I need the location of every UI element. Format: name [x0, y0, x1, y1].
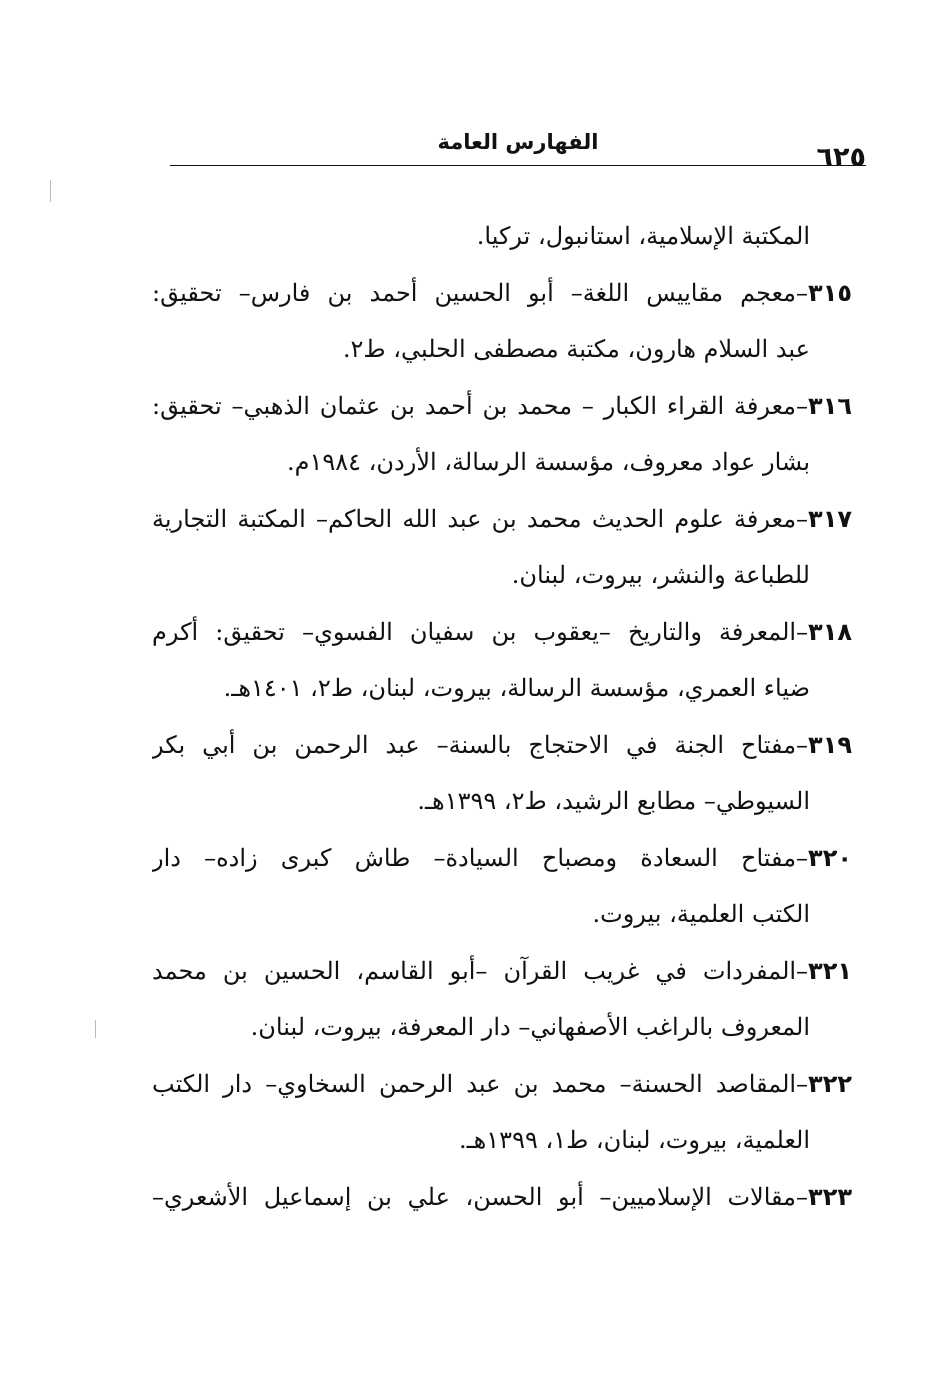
bibliography-list: [152, 208, 852, 1225]
entry-title: –مفتاح السعادة ومصباح السيادة– طاش كبرى زاده– دار: [152, 843, 809, 872]
entry-line: عبد السلام هارون، مكتبة مصطفى الحلبي، ط٢.: [342, 335, 810, 363]
entry-title: –معجم مقاييس اللغة– أبو الحسين أحمد بن فارس– تحقيق:: [152, 278, 809, 307]
entry-line: المعروف بالراغب الأصفهاني– دار المعرفة، بيروت، لبنان.: [250, 1013, 810, 1041]
entry-number: ٣٢٠: [808, 843, 852, 872]
entry-line: الكتب العلمية، بيروت.: [592, 900, 810, 928]
bibliography-entry: [152, 378, 852, 491]
bibliography-entry: [152, 830, 852, 943]
entry-first-line: [152, 1169, 852, 1226]
bibliography-entry: [152, 491, 852, 604]
bibliography-entry: [152, 1056, 852, 1169]
bibliography-entry: [152, 717, 852, 830]
entry-title: –معرفة القراء الكبار – محمد بن أحمد بن عثمان الذهبي– تحقيق:: [152, 391, 809, 420]
entry-line: ضياء العمري، مؤسسة الرسالة، بيروت، لبنان، ط٢، ١٤٠١هـ.: [223, 674, 810, 702]
margin-mark: [95, 1020, 96, 1038]
bibliography-entry: [152, 1169, 852, 1226]
entry-title: –المعرفة والتاريخ –يعقوب بن سفيان الفسوي– تحقيق: أكرم: [152, 617, 809, 646]
entry-first-line: [152, 717, 852, 774]
bibliography-entry: [152, 265, 852, 378]
entry-number: ٣٢١: [808, 956, 852, 985]
entry-line: المكتبة الإسلامية، استانبول، تركيا.: [476, 222, 810, 250]
entry-number: ٣٢٣: [808, 1182, 852, 1211]
entry-line: للطباعة والنشر، بيروت، لبنان.: [511, 561, 810, 589]
entry-first-line: [152, 378, 852, 435]
entry-number: ٣١٥: [808, 278, 852, 307]
bibliography-entry: [152, 604, 852, 717]
entry-number: ٣١٨: [808, 617, 852, 646]
page-number: ٦٢٥: [816, 142, 866, 173]
entry-number: ٣١٩: [808, 730, 852, 759]
entry-number: ٣١٧: [808, 504, 852, 533]
entry-title: –المقاصد الحسنة– محمد بن عبد الرحمن السخاوي– دار الكتب: [152, 1069, 809, 1098]
entry-title: –المفردات في غريب القرآن –أبو القاسم، الحسين بن محمد: [152, 956, 809, 985]
entry-first-line: [152, 604, 852, 661]
entry-title: –مفتاح الجنة في الاحتجاج بالسنة– عبد الرحمن بن أبي بكر: [152, 730, 809, 759]
entry-first-line: [152, 830, 852, 887]
entry-first-line: [152, 265, 852, 322]
entry-title: –معرفة علوم الحديث محمد بن عبد الله الحاكم– المكتبة التجارية: [152, 504, 809, 533]
entry-first-line: [152, 491, 852, 548]
entry-first-line: [152, 1056, 852, 1113]
entry-first-line: [152, 943, 852, 1000]
header-rule: [170, 165, 866, 166]
margin-mark: [50, 180, 51, 202]
entry-line: بشار عواد معروف، مؤسسة الرسالة، الأردن، ١٩٨٤م.: [286, 448, 810, 476]
bibliography-entry-continuation: [152, 208, 852, 265]
running-title: الفهارس العامة: [437, 130, 599, 154]
entry-number: ٣٢٢: [808, 1069, 852, 1098]
entry-title: –مقالات الإسلاميين– أبو الحسن، علي بن إسماعيل الأشعري–: [152, 1182, 809, 1211]
page-header: [170, 128, 866, 178]
entry-line: العلمية، بيروت، لبنان، ط١، ١٣٩٩هـ.: [458, 1126, 810, 1154]
bibliography-entry: [152, 943, 852, 1056]
entry-line: السيوطي– مطابع الرشيد، ط٢، ١٣٩٩هـ.: [417, 787, 810, 815]
entry-number: ٣١٦: [808, 391, 852, 420]
